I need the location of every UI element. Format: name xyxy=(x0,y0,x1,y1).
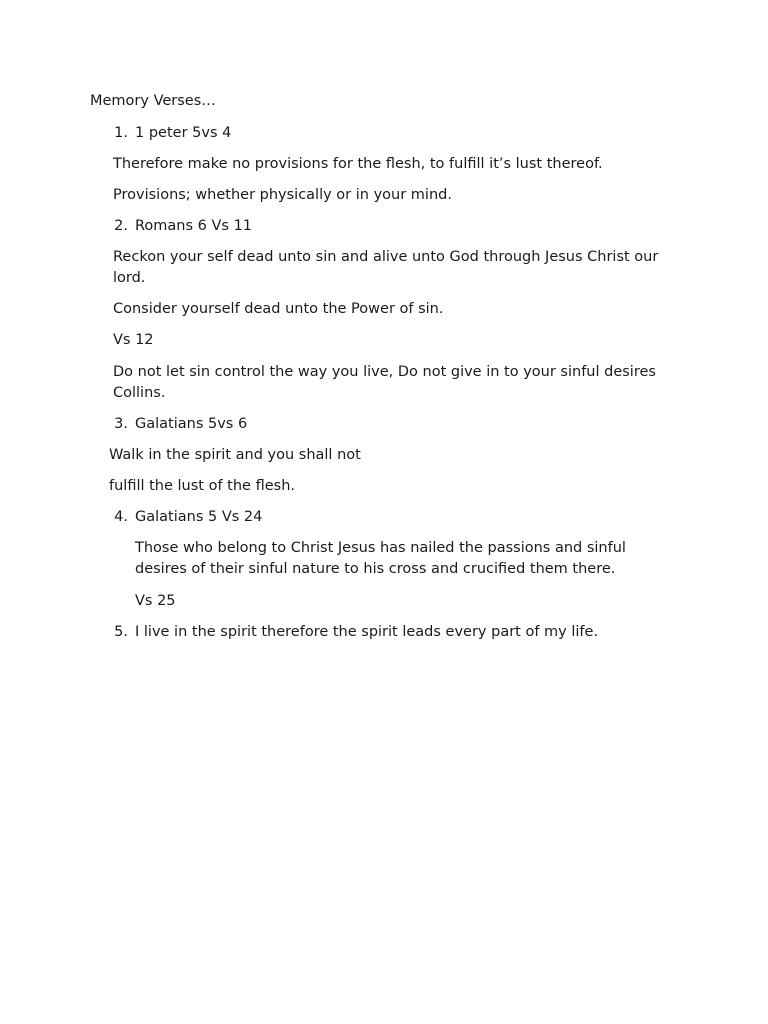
list-item-text: Do not let sin control the way you live, Do not give in to your sinful desires Collins. xyxy=(113,364,656,401)
list-item-text: Walk in the spirit and you shall not xyxy=(109,447,361,463)
list-item-text: Therefore make no provisions for the flesh, to fulfill it’s lust thereof. xyxy=(113,156,603,172)
list-item-heading: Galatians 5 Vs 24 xyxy=(135,509,263,525)
list-item-text: Vs 12 xyxy=(113,332,154,348)
list-number: 4. xyxy=(114,509,128,525)
list-item-text: Vs 25 xyxy=(135,593,176,609)
list-number: 1. xyxy=(114,125,128,141)
list-item-text: fulfill the lust of the flesh. xyxy=(109,478,295,494)
list-number: 5. xyxy=(114,624,128,640)
list-item-text: Consider yourself dead unto the Power of sin. xyxy=(113,301,444,317)
list-item-text: Reckon your self dead unto sin and alive unto God through Jesus Christ our lord. xyxy=(113,249,659,286)
list-item-heading: Galatians 5vs 6 xyxy=(135,416,248,432)
list-item-heading: Romans 6 Vs 11 xyxy=(135,218,253,234)
list-item-heading: 1 peter 5vs 4 xyxy=(135,125,232,141)
list-number: 3. xyxy=(114,416,128,432)
list-item-text: Provisions; whether physically or in your mind. xyxy=(113,187,452,203)
list-item-text: Those who belong to Christ Jesus has nailed the passions and sinful desires of their sinful nature to his cross and crucified them there. xyxy=(135,540,626,577)
list-number: 2. xyxy=(114,218,128,234)
document-title: Memory Verses… xyxy=(90,93,216,109)
list-item-heading: I live in the spirit therefore the spirit leads every part of my life. xyxy=(135,624,599,640)
